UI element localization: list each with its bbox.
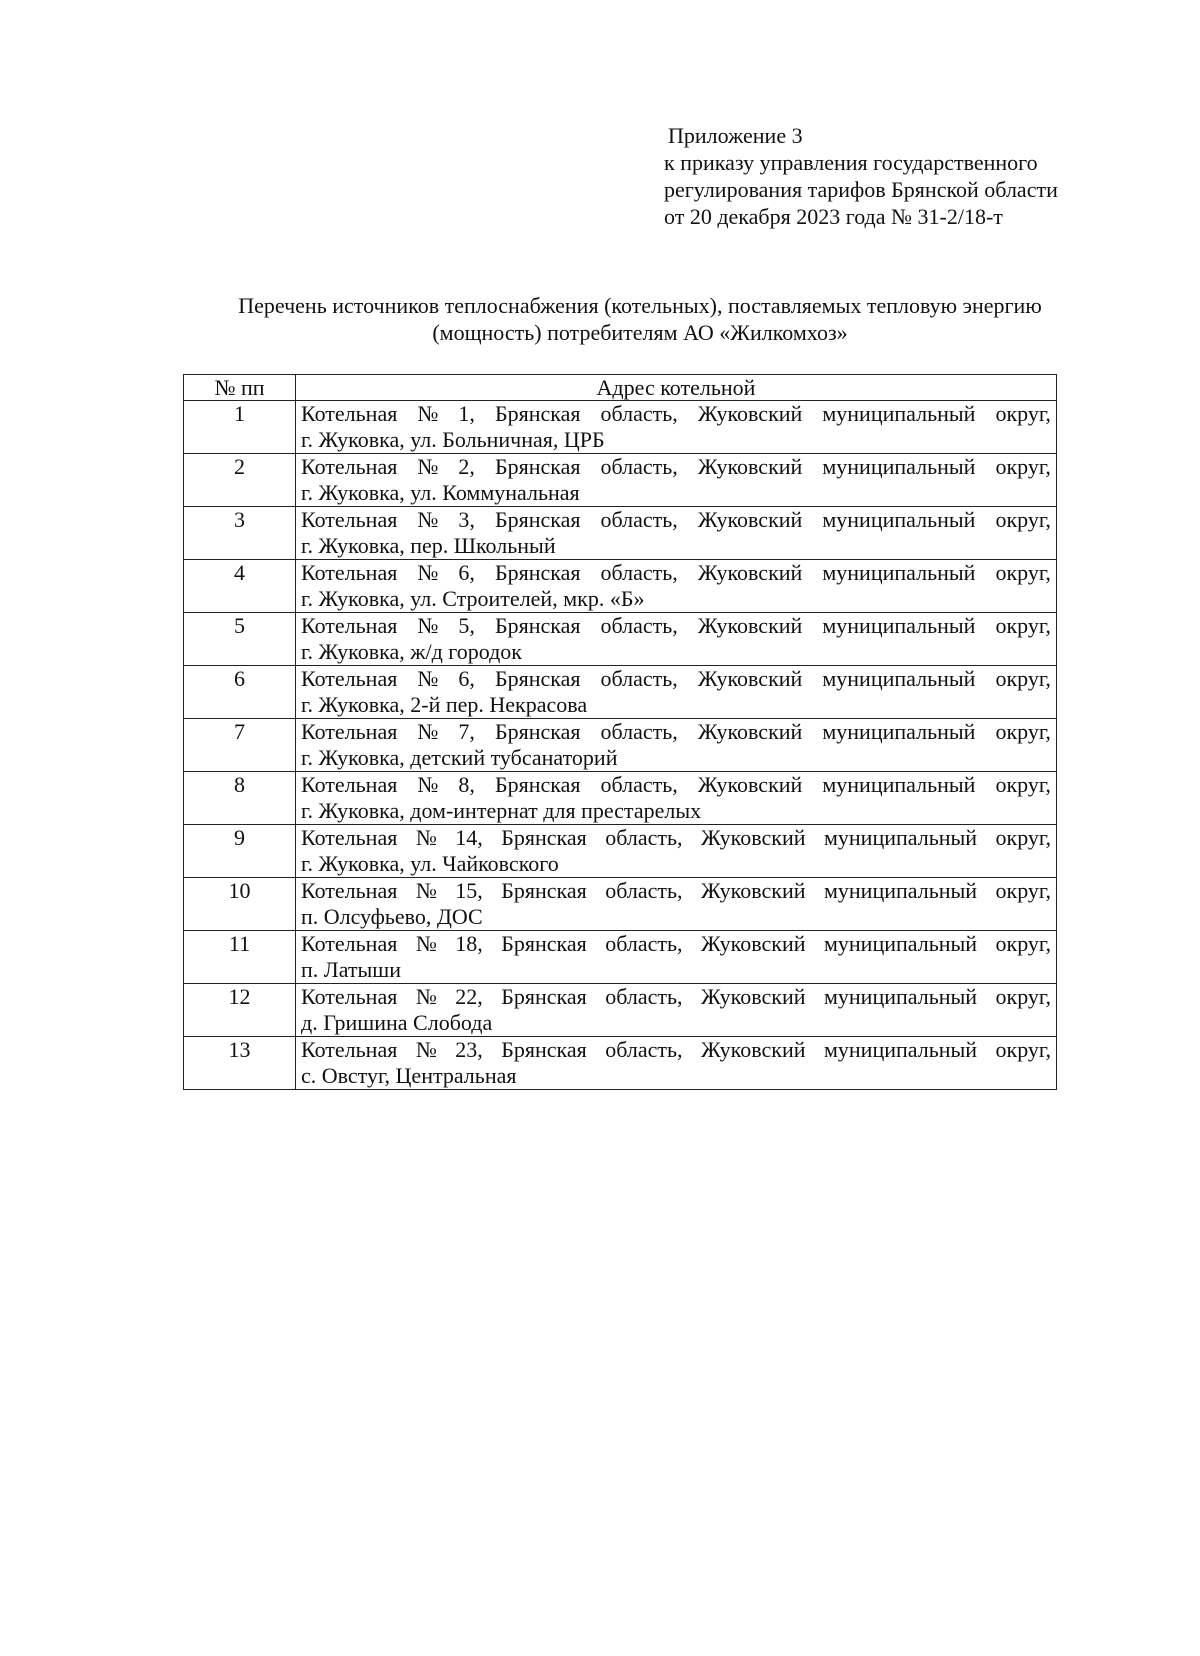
table-row	[184, 401, 1057, 454]
row-number: 8	[184, 772, 296, 825]
row-number: 11	[184, 931, 296, 984]
address-line-1: Котельная № 6, Брянская область, Жуковский муниципальный округ,	[301, 666, 1051, 691]
address-line-2: п. Олсуфьево, ДОС	[301, 904, 483, 929]
boiler-address	[296, 1037, 1057, 1090]
address-line-1: Котельная № 7, Брянская область, Жуковский муниципальный округ,	[301, 719, 1051, 744]
boiler-address	[296, 560, 1057, 613]
address-line-1: Котельная № 3, Брянская область, Жуковский муниципальный округ,	[301, 507, 1051, 532]
table-row	[184, 454, 1057, 507]
row-number: 6	[184, 666, 296, 719]
table-row	[184, 931, 1057, 984]
table-row	[184, 825, 1057, 878]
row-number: 1	[184, 401, 296, 454]
table-body	[184, 401, 1057, 1090]
address-line-2: г. Жуковка, пер. Школьный	[301, 533, 556, 558]
address-line-1: Котельная № 18, Брянская область, Жуковский муниципальный округ,	[301, 931, 1051, 956]
table-row	[184, 666, 1057, 719]
table-row	[184, 878, 1057, 931]
boiler-houses-table	[183, 374, 1057, 1090]
address-line-2: г. Жуковка, дом-интернат для престарелых	[301, 798, 702, 823]
table-row	[184, 613, 1057, 666]
address-line-2: с. Овстуг, Центральная	[301, 1063, 517, 1088]
address-line-2: г. Жуковка, ул. Строителей, мкр. «Б»	[301, 586, 645, 611]
row-number: 2	[184, 454, 296, 507]
row-number: 9	[184, 825, 296, 878]
address-line-1: Котельная № 14, Брянская область, Жуковский муниципальный округ,	[301, 825, 1051, 850]
boiler-address	[296, 613, 1057, 666]
boiler-address	[296, 454, 1057, 507]
appendix-order-line: к приказу управления государственного	[664, 150, 1038, 175]
table-row	[184, 1037, 1057, 1090]
address-line-1: Котельная № 8, Брянская область, Жуковский муниципальный округ,	[301, 772, 1051, 797]
row-number: 13	[184, 1037, 296, 1090]
address-line-2: г. Жуковка, ул. Коммунальная	[301, 480, 580, 505]
address-line-1: Котельная № 1, Брянская область, Жуковский муниципальный округ,	[301, 401, 1051, 426]
table-header-row	[184, 375, 1057, 401]
address-line-2: п. Латыши	[301, 957, 401, 982]
address-line-2: г. Жуковка, ж/д городок	[301, 639, 522, 664]
document-title	[180, 292, 1100, 346]
row-number: 3	[184, 507, 296, 560]
table-row	[184, 507, 1057, 560]
column-header-number: № пп	[184, 375, 296, 401]
table-row	[184, 719, 1057, 772]
address-line-1: Котельная № 22, Брянская область, Жуковский муниципальный округ,	[301, 984, 1051, 1009]
table-row	[184, 772, 1057, 825]
appendix-date-line: от 20 декабря 2023 года № 31-2/18-т	[664, 204, 1003, 229]
address-line-2: г. Жуковка, 2-й пер. Некрасова	[301, 692, 588, 717]
boiler-address	[296, 507, 1057, 560]
boiler-address	[296, 666, 1057, 719]
address-line-2: г. Жуковка, детский тубсанаторий	[301, 745, 618, 770]
boiler-address	[296, 401, 1057, 454]
table-row	[184, 560, 1057, 613]
row-number: 7	[184, 719, 296, 772]
address-line-2: г. Жуковка, ул. Чайковского	[301, 851, 559, 876]
boiler-address	[296, 984, 1057, 1037]
appendix-header	[664, 122, 1058, 230]
boiler-address	[296, 772, 1057, 825]
boiler-address	[296, 878, 1057, 931]
appendix-title: Приложение 3	[668, 123, 803, 148]
boiler-address	[296, 931, 1057, 984]
row-number: 10	[184, 878, 296, 931]
document-title-line-1: Перечень источников теплоснабжения (котельных), поставляемых тепловую энергию	[238, 293, 1042, 318]
table-row	[184, 984, 1057, 1037]
address-line-2: г. Жуковка, ул. Больничная, ЦРБ	[301, 427, 605, 452]
row-number: 5	[184, 613, 296, 666]
address-line-2: д. Гришина Слобода	[301, 1010, 493, 1035]
boiler-address	[296, 719, 1057, 772]
address-line-1: Котельная № 5, Брянская область, Жуковский муниципальный округ,	[301, 613, 1051, 638]
column-header-address: Адрес котельной	[296, 375, 1057, 401]
row-number: 4	[184, 560, 296, 613]
appendix-authority-line: регулирования тарифов Брянской области	[664, 177, 1058, 202]
address-line-1: Котельная № 2, Брянская область, Жуковский муниципальный округ,	[301, 454, 1051, 479]
address-line-1: Котельная № 6, Брянская область, Жуковский муниципальный округ,	[301, 560, 1051, 585]
address-line-1: Котельная № 23, Брянская область, Жуковский муниципальный округ,	[301, 1037, 1051, 1062]
row-number: 12	[184, 984, 296, 1037]
address-line-1: Котельная № 15, Брянская область, Жуковский муниципальный округ,	[301, 878, 1051, 903]
boiler-address	[296, 825, 1057, 878]
document-title-line-2: (мощность) потребителям АО «Жилкомхоз»	[432, 320, 848, 345]
